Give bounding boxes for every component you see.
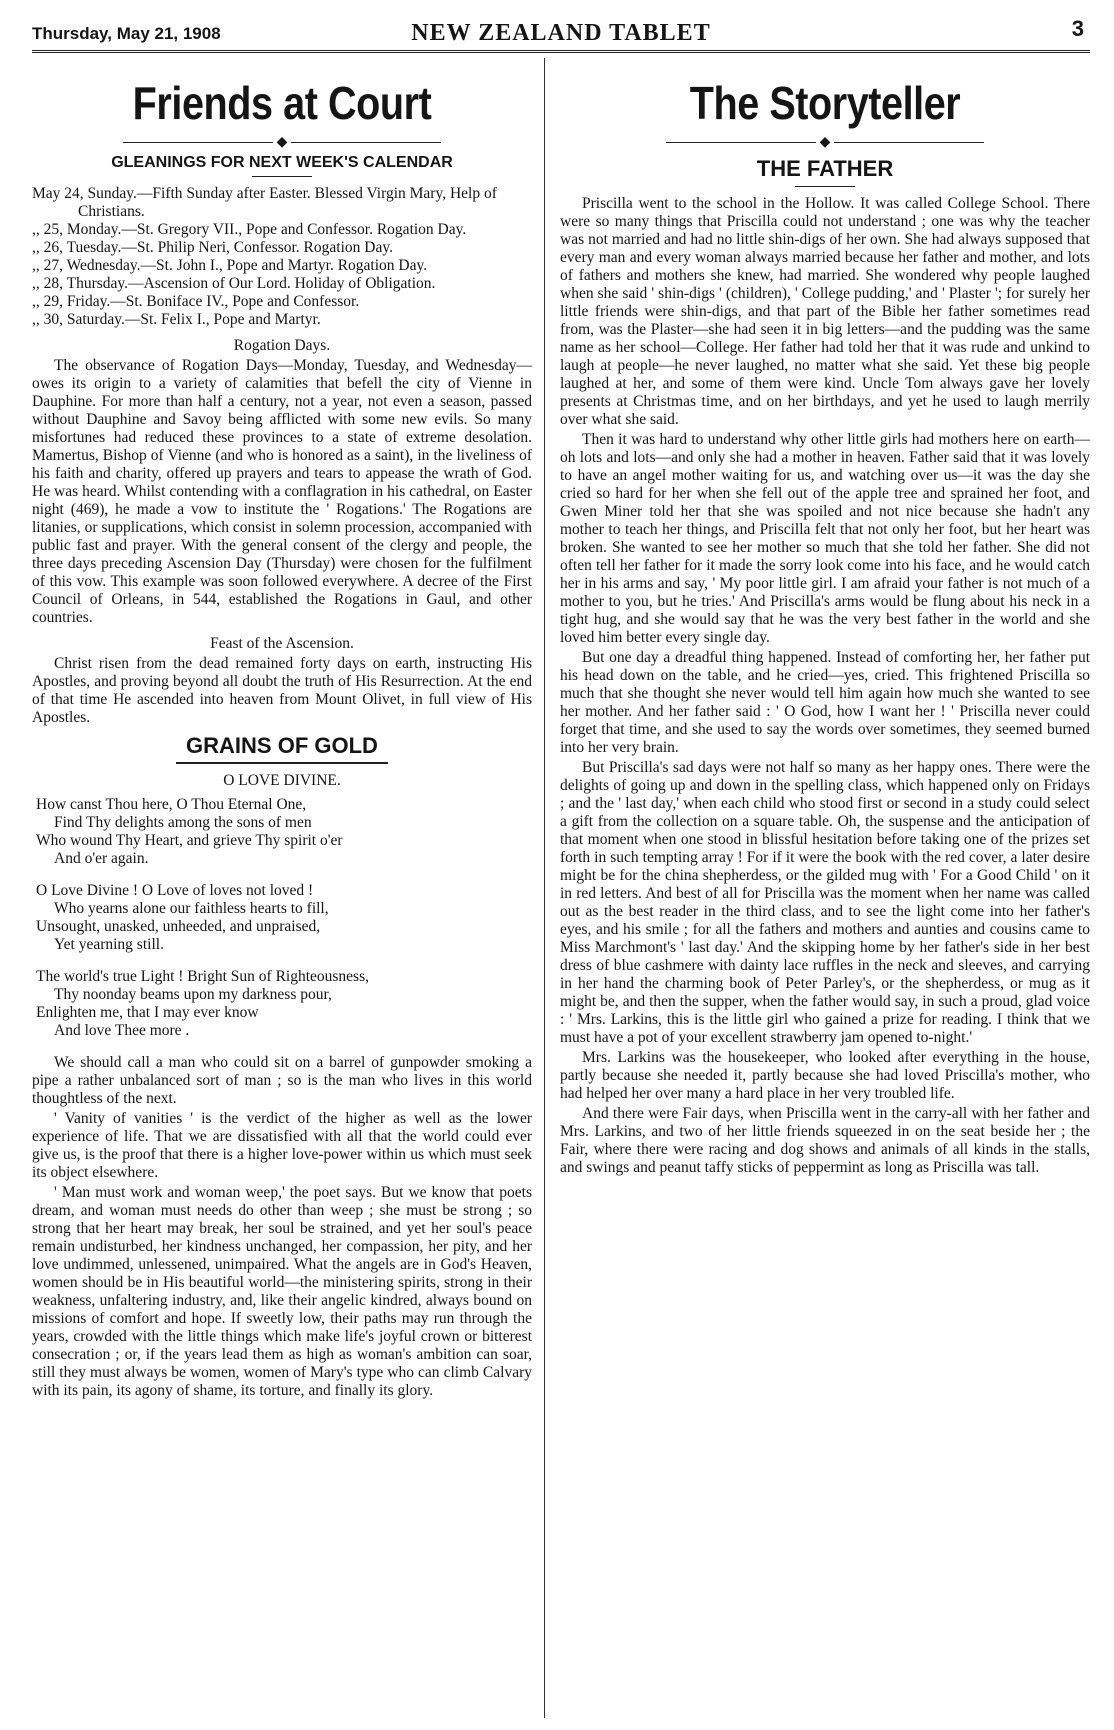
calendar-subtitle: GLEANINGS FOR NEXT WEEK'S CALENDAR <box>111 154 453 171</box>
calendar-entry: ,, 28, Thursday.—Ascension of Our Lord. Holiday of Obligation. <box>32 275 436 292</box>
story-paragraph: And there were Fair days, when Priscilla went in the carry-all with her father and Mrs. Larkins, and two of her little friends squeezed in on the seat beside her ; the Fair, where there were racing and dog shows and animals of all kinds in the stalls, and swings and peanut taffy sticks of peppermint as long as Priscilla was tall. <box>560 1105 1090 1176</box>
poem-line: Find Thy delights among the sons of men <box>54 814 312 831</box>
poem-line: The world's true Light ! Bright Sun of Righteousness, <box>36 968 370 985</box>
poem-line: And love Thee more . <box>54 1022 190 1039</box>
masthead-title: NEW ZEALAND TABLET <box>411 20 711 46</box>
short-rule <box>252 176 312 177</box>
poem-line: Enlighten me, that I may ever know <box>36 1004 259 1021</box>
story-paragraph: But one day a dreadful thing happened. Instead of comforting her, her father put his head down on the table, and he cried—yes, cried. This frightened Priscilla so much that she thought she never would tell him again how much she wanted to see her mother. And her father said : ' O God, how I want her ! ' Priscilla never could forget that time, and she used to say the words over sometimes, they seemed burned into her very brain. <box>560 649 1090 756</box>
rogation-paragraph: The observance of Rogation Days—Monday, Tuesday, and Wednesday—owes its origin to a variety of calamities that befell the city of Vienne in Dauphine. For more than half a century, not a year, not even a season, passed without Dauphine and Savoy being afflicted with some new evils. So many misfortunes had reduced these provinces to a state of extreme desolation. Mamertus, Bishop of Vienne (and who is honored as a saint), in the liveliness of his faith and charity, offered up prayers and tears to appease the wrath of God. He was heard. Whilst contending with a conflagration in his cathedral, on Easter night (469), he made a vow to institute the ' Rogations.' The Rogations are litanies, or supplications, which consist in solemn procession, accompanied with public fast and prayer. With the general consent of the clergy and people, the three days preceding Ascension Day (Thursday) were chosen for the fulfilment of this vow. This example was soon followed everywhere. A decree of the First Council of Orleans, in 544, established the Rogations in Gaul, and other countries. <box>32 357 532 626</box>
calendar-entry: ,, 27, Wednesday.—St. John I., Pope and Martyr. Rogation Day. <box>32 257 428 274</box>
poem <box>32 796 532 1040</box>
calendar-entry: May 24, Sunday.—Fifth Sunday after Easter. Blessed Virgin Mary, Help of Christians. <box>32 185 497 220</box>
ascension-heading: Feast of the Ascension. <box>210 635 354 652</box>
poem-line: O Love Divine ! O Love of loves not loved ! <box>36 882 314 899</box>
page-number: 3 <box>1071 16 1084 41</box>
masthead <box>32 6 1090 53</box>
rogation-heading: Rogation Days. <box>233 337 331 354</box>
calendar-entry: ,, 26, Tuesday.—St. Philip Neri, Confessor. Rogation Day. <box>32 239 393 256</box>
story-paragraph: Then it was hard to understand why other little girls had mothers here on earth—oh lots and lots—and only she had a mother in heaven. Father said that it was lovely to have an angel mother waiting for us, and watching over us—it was the day she cried so hard for her when she fell out of the apple tree and sprained her foot, and Gwen Miner told her that she was spoiled and not nice because she hadn't any mother to teach her things, and Priscilla felt that not only her foot, but her heart was broken. She wanted to see her mother so much that she told her father. She did not often tell her father for it made the sorry look come into his face, and he would catch her in his arms and say, ' My poor little girl. I am afraid your father is not much of a mother to you, but he tries.' And Priscilla's arms would be flung about his neck in a tight hug, and she would say that he was the very best father in the world and she loved him better every single day. <box>560 431 1090 646</box>
calendar-entry: ,, 25, Monday.—St. Gregory VII., Pope and Confessor. Rogation Day. <box>32 221 467 238</box>
ornament-divider: ◆ <box>32 136 532 150</box>
poem-line: Who wound Thy Heart, and grieve Thy spirit o'er <box>36 832 343 849</box>
ornament-divider: ◆ <box>560 136 1090 150</box>
poem-line: Unsought, unasked, unheeded, and unpraised, <box>36 918 321 935</box>
poem-stanza <box>36 796 532 868</box>
story-paragraph: But Priscilla's sad days were not half so many as her happy ones. There were the delights of going up and down in the spelling class, which happened only on Fridays ; and the ' last day,' when each child who stood first or second in a study could select a gift from the collection on a square table. Oh, the suspense and the anticipation of that moment when one stood in blissful hesitation before taking one of the prizes set forth in such tempting array ! For if it were the book with the red cover, a later desire might be for the china shepherdess, or the gilded mug with ' For a Good Child ' on it in red letters. And best of all for Priscilla was the moment when her name was called out as the best reader in the third class, and to see the light come into her father's eyes, and his smile ; for all the fathers and mothers and aunties and cousins came to Miss Marchmont's ' last day.' And the skipping home by her father's side in her best dress of blue cashmere with dainty lace ruffles in the neck and sleeves, and carrying in her hand the charming book of Peter Parley's, or the shepherdess, or mug as it might be, and then the supper, when the father would say, in such a proud, glad voice : ' Mrs. Larkins, this is the little girl who gained a prize for reading. I think that we must have a pot of your excellent strawberry jam opened to-night.' <box>560 759 1090 1046</box>
woman-paragraph: ' Man must work and woman weep,' the poet says. But we know that poets dream, and woman must needs do other than weep ; she must be strong ; so strong that her heart may break, her soul be strained, and yet her soul's peace remain undisturbed, her kindness unchanged, her compassion, her pity, and her love undimmed, unlessened, unimpaired. What the angels are in God's Heaven, women should be in His beautiful world—the ministering spirits, strong in their weakness, unfaltering industry, and, like their angelic kindred, always bound on missions of comfort and hope. If sweetly low, their paths may run through the years, crowded with the little things which make life's joyful crown or bitterest consecration ; or, if the years lead them as high as woman's ambition can soar, still they must always be women, women of Mary's type who can climb Calvary with its pain, its agony of shame, its torture, and finally its glory. <box>32 1184 532 1399</box>
poem-line: Yet yearning still. <box>54 936 164 953</box>
calendar-list <box>32 185 532 329</box>
grains-of-gold-heading: GRAINS OF GOLD <box>32 733 532 764</box>
friends-at-court-title: Friends at Court <box>132 77 432 129</box>
story-paragraph: Priscilla went to the school in the Hollow. It was called College School. There were so many things that Priscilla could not understand ; one was why the teacher was not married and had no little shin-digs of her own. She had always supposed that every man and every woman always married because her father and mother, and lots of fathers and mothers she knew, had married. She wondered why people laughed when she said ' shin-digs ' (children), ' College pudding,' and ' Plaster '; for surely her little friends were shin-digs, and that part of the Bible her father sometimes read from, was the Plaster—she had seen it in big letters—and the pudding was the same name as her school—College. Her father had told her that it was rude and unkind to laugh at people—he never laughed, no matter what she said. Yet these big people laughed at her, and some of them were kind. Uncle Tom always gave her lovely presents at Christmas time, and on her birthdays, and yet he used to laugh merrily over what she said. <box>560 195 1090 428</box>
left-column <box>32 58 532 1402</box>
right-column <box>560 58 1090 1179</box>
poem-line: Thy noonday beams upon my darkness pour, <box>54 986 332 1003</box>
ascension-paragraph: Christ risen from the dead remained forty days on earth, instructing His Apostles, and proving beyond all doubt the truth of His Resurrection. At the end of that time He ascended into heaven from Mount Olivet, in full view of His Apostles. <box>32 655 532 726</box>
column-divider <box>544 58 545 1718</box>
barrel-paragraph: We should call a man who could sit on a barrel of gunpowder smoking a pipe a rather unbalanced sort of man ; so is the man who lives in this world thoughtless of the next. <box>32 1054 532 1107</box>
story-paragraph: Mrs. Larkins was the housekeeper, who looked after everything in the house, partly because she needed it, partly because she had loved Priscilla's mother, who had helped her over many a hard place in her very troubled life. <box>560 1049 1090 1102</box>
poem-line: Who yearns alone our faithless hearts to fill, <box>54 900 329 917</box>
calendar-entry: ,, 29, Friday.—St. Boniface IV., Pope and Confessor. <box>32 293 360 310</box>
vanity-paragraph: ' Vanity of vanities ' is the verdict of the higher as well as the lower experience of life. That we are dissatisfied with all that the world could ever give us, is the proof that there is a higher love-power within us which must seek its object elsewhere. <box>32 1110 532 1181</box>
poem-line: How canst Thou here, O Thou Eternal One, <box>36 796 307 813</box>
storyteller-title: The Storyteller <box>689 77 961 129</box>
calendar-entry: ,, 30, Saturday.—St. Felix I., Pope and Martyr. <box>32 311 321 328</box>
poem-stanza <box>36 882 532 954</box>
masthead-date: Thursday, May 21, 1908 <box>32 24 221 43</box>
poem-title: O LOVE DIVINE. <box>223 772 341 789</box>
poem-line: And o'er again. <box>54 850 149 867</box>
short-rule <box>795 186 855 187</box>
poem-stanza <box>36 968 532 1040</box>
story-subtitle: THE FATHER <box>756 156 894 181</box>
